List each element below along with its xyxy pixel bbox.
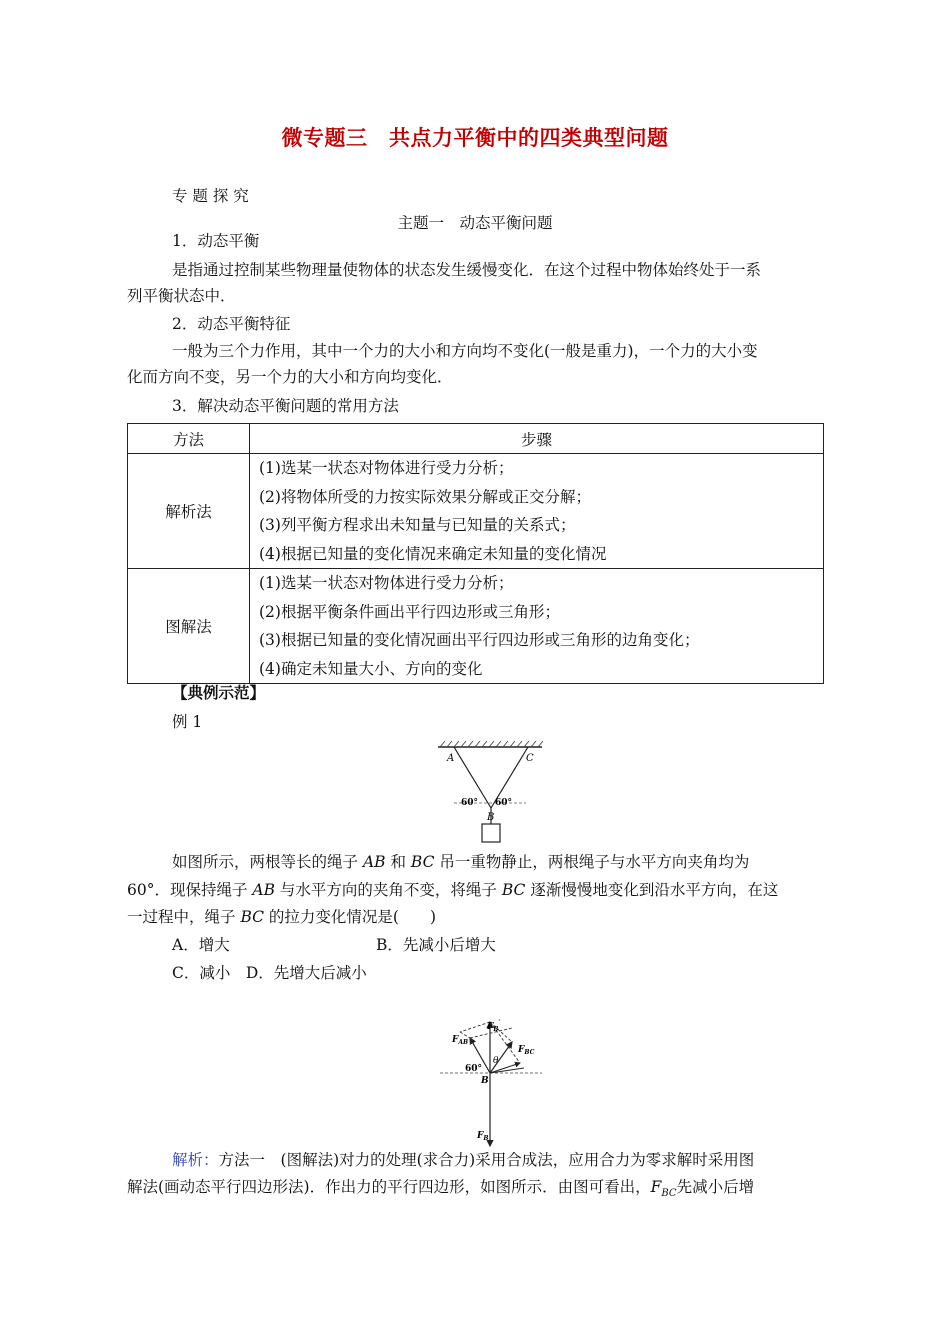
angle-right-label: 60°	[495, 798, 513, 808]
fb-label: $F_B$	[477, 1131, 489, 1142]
solution-text-1: 方法一 (图解法)对力的处理(求合力)采用合成法，应用合力为零求解时采用图	[218, 1151, 755, 1169]
step-item: (1)选某一状态对物体进行受力分析；	[259, 574, 514, 592]
solution-label: 解析：	[172, 1151, 219, 1169]
q1-text-b: 和	[385, 853, 411, 871]
q3-text-b: 的拉力变化情况是( )	[263, 908, 437, 926]
step-item: (2)将物体所受的力按实际效果分解或正交分解；	[259, 487, 591, 506]
ceiling-hatch	[440, 741, 543, 747]
q1-bc: BC	[410, 853, 435, 871]
table-row	[128, 454, 824, 569]
parallelogram-edge	[460, 1022, 490, 1032]
table-header-row	[128, 424, 824, 454]
rope-figure	[430, 738, 550, 848]
item2-line1: 一般为三个力作用，其中一个力的大小和方向均不变化(一般是重力)，一个力的大小变	[172, 342, 758, 360]
q3-text-a: 一过程中，绳子	[127, 908, 241, 926]
solution-line2	[127, 1177, 754, 1204]
fab-label: $F_{AB}$	[452, 1035, 469, 1046]
table-cell-steps	[250, 454, 824, 569]
fbc-label: $F_{BC}$	[518, 1045, 535, 1056]
q2-text-a: 60°．现保持绳子	[127, 881, 253, 899]
q3-bc: BC	[240, 908, 264, 926]
option-cd: C．减小 D．先增大后减小	[172, 964, 367, 982]
option-a: A．增大	[172, 936, 230, 954]
point-b-label: B	[481, 1076, 489, 1086]
q1-ab: AB	[362, 853, 386, 871]
force-diagram	[430, 1018, 560, 1148]
section-label: 专 题 探 究	[172, 187, 249, 205]
step-item: (1)选某一状态对物体进行受力分析；	[259, 459, 514, 477]
step-item: (4)确定未知量大小、方向的变化	[259, 659, 483, 678]
topic-heading: 主题一 动态平衡问题	[397, 214, 553, 232]
item1-heading: 1．动态平衡	[172, 232, 260, 250]
item2-heading: 2．动态平衡特征	[172, 315, 291, 333]
question-line1	[172, 852, 749, 872]
page-title: 微专题三 共点力平衡中的四类典型问题	[281, 125, 669, 150]
parallelogram-edge	[460, 1032, 470, 1038]
question-line3	[127, 907, 436, 927]
option-b: B．先减小后增大	[376, 936, 496, 954]
label-b: B	[487, 812, 495, 823]
q2-text-c: 逐渐慢慢地变化到沿水平方向，在这	[525, 881, 779, 899]
item1-line2: 列平衡状态中．	[127, 287, 236, 305]
q2-text-b: 与水平方向的夹角不变，将绳子	[275, 881, 502, 899]
weight-block	[482, 824, 500, 842]
solution-text-2a: 解法(画动态平行四边形法)．作出力的平行四边形，如图所示．由图可看出，	[127, 1178, 651, 1196]
table-header-steps: 步骤	[250, 424, 824, 454]
item2-line2: 化而方向不变，另一个力的大小和方向均变化．	[127, 368, 453, 386]
theta-label: θ	[493, 1056, 499, 1066]
q2-bc: BC	[501, 881, 526, 899]
angle-left-label: 60°	[461, 798, 479, 808]
step-item: (3)列平衡方程求出未知量与已知量的关系式；	[259, 516, 576, 534]
label-c: C	[526, 753, 534, 764]
fbc-vector-3	[490, 1068, 524, 1073]
step-item: (4)根据已知量的变化情况来确定未知量的变化情况	[259, 544, 607, 563]
solution-f-sub: BC	[661, 1188, 677, 1200]
q1-text-a: 如图所示，两根等长的绳子	[172, 853, 363, 871]
fb-prime-label: $F_B'$	[487, 1018, 501, 1033]
question-line2	[127, 880, 778, 900]
q1-text-c: 吊一重物静止，两根绳子与水平方向夹角均为	[434, 853, 750, 871]
example-label: 例 1	[172, 713, 203, 731]
angle-label: 60°	[465, 1064, 483, 1074]
table-cell-steps	[250, 569, 824, 684]
table-row	[128, 569, 824, 684]
table-cell-method: 解析法	[128, 454, 250, 569]
step-item: (2)根据平衡条件画出平行四边形或三角形；	[259, 602, 560, 621]
solution-line1	[172, 1150, 754, 1170]
table-cell-method: 图解法	[128, 569, 250, 684]
item3-heading: 3．解决动态平衡问题的常用方法	[172, 397, 399, 415]
solution-f: F	[650, 1178, 662, 1196]
solution-text-2b: 先减小后增	[676, 1178, 755, 1196]
item1-line1: 是指通过控制某些物理量使物体的状态发生缓慢变化．在这个过程中物体始终处于一系	[172, 261, 762, 279]
example-tag: 【典例示范】	[172, 683, 266, 702]
step-item: (3)根据已知量的变化情况画出平行四边形或三角形的边角变化；	[259, 631, 700, 649]
q2-ab: AB	[252, 881, 275, 899]
methods-table	[127, 423, 824, 684]
label-a: A	[447, 753, 455, 764]
table-header-method: 方法	[128, 424, 250, 454]
